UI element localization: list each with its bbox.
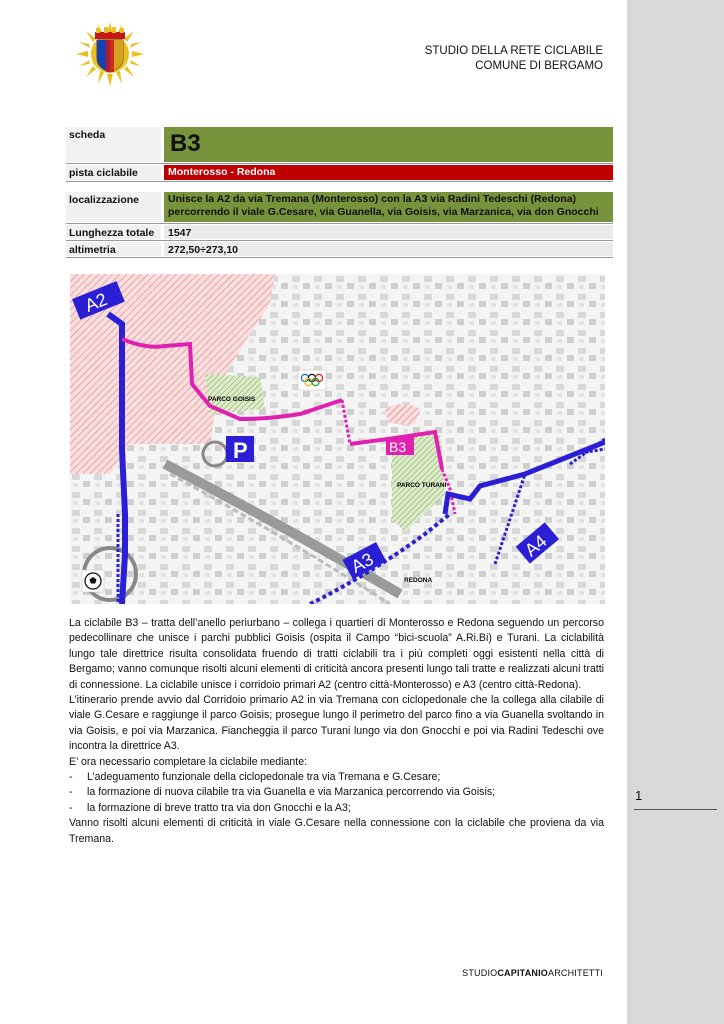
divider bbox=[66, 240, 613, 241]
pista-row bbox=[66, 165, 613, 180]
city-emblem-logo bbox=[72, 18, 148, 86]
interventions-list bbox=[69, 770, 604, 816]
paragraph: E’ ora necessario completare la ciclabile mediante: bbox=[69, 755, 308, 768]
divider bbox=[66, 257, 613, 258]
footer-bold: CAPITANIO bbox=[497, 968, 548, 978]
residential-zone bbox=[385, 404, 420, 425]
localizzazione-value bbox=[164, 192, 613, 222]
olympic-rings-icon bbox=[298, 370, 326, 390]
lunghezza-row bbox=[66, 225, 613, 239]
page-number-rule bbox=[634, 809, 717, 810]
paragraph: Vanno risolti alcuni elementi di criticità in viale G.Cesare nella connessione con la ciclabile che proviena da via Tremana. bbox=[69, 817, 604, 845]
description-text bbox=[69, 616, 604, 847]
pista-value: Monterosso - Redona bbox=[164, 165, 613, 180]
redona-label: REDONA bbox=[404, 577, 433, 584]
parking-label: P bbox=[233, 438, 248, 463]
margin-bar bbox=[627, 0, 724, 1024]
football-icon bbox=[82, 570, 104, 592]
list-item: - la formazione di nuova cilabile tra via Guanella e via Marzanica percorrendo via Goisis; bbox=[69, 785, 604, 800]
pista-label: pista ciclabile bbox=[66, 165, 161, 180]
a3-route-label: A3 bbox=[347, 548, 377, 577]
localizzazione-line-1: Unisce la A2 da via Tremana (Monterosso) con la A3 via Radini Tedeschi (Redona) bbox=[168, 193, 577, 205]
footer-prefix: STUDIO bbox=[462, 968, 498, 978]
altimetria-row bbox=[66, 242, 613, 256]
a4-route-label: A4 bbox=[520, 530, 551, 561]
scheda-value: B3 bbox=[164, 127, 613, 162]
altimetria-value: 272,50÷273,10 bbox=[164, 242, 613, 256]
localizzazione-line-2: percorrendo il viale G.Cesare, via Guanella, via Goisis, via Marzanica, via don Gnocchi bbox=[168, 206, 599, 218]
header-line-1: STUDIO DELLA RETE CICLABILE bbox=[424, 45, 603, 57]
lunghezza-value: 1547 bbox=[164, 225, 613, 239]
footer-signature bbox=[462, 968, 603, 978]
footer-suffix: ARCHITETTI bbox=[548, 968, 603, 978]
localizzazione-label: localizzazione bbox=[66, 192, 161, 222]
localizzazione-row bbox=[66, 192, 613, 222]
route-map bbox=[70, 274, 605, 604]
lunghezza-label: Lunghezza totale bbox=[66, 225, 161, 239]
paragraph: L’itinerario prende avvio dal Corridoio primario A2 in via Tremana con ciclopedonale che la collega alla cilabile di viale G.Cesare e raggiunge il parco Goisis; prosegue lungo il perimetro del parco fino a via Guanella svoltando in via Goisis, e poi via Marzanica. Fiancheggia il parco Turani lungo via don Gnocchi e poi via Radini Tedeschi ove incontra la direttrice A3. bbox=[69, 694, 604, 753]
header-line-2: COMUNE DI BERGAMO bbox=[475, 60, 603, 72]
altimetria-label: altimetria bbox=[66, 242, 161, 256]
parco-goisis-label: PARCO GOISIS bbox=[208, 396, 256, 403]
scheda-row bbox=[66, 127, 613, 162]
a2-route-label: A2 bbox=[82, 289, 110, 316]
parco-turani-label: PARCO TURANI bbox=[397, 482, 447, 489]
b3-route-label: B3 bbox=[389, 439, 407, 455]
document-header bbox=[425, 44, 603, 74]
scheda-label: scheda bbox=[66, 127, 161, 162]
divider bbox=[66, 223, 613, 224]
list-item: - la formazione di breve tratto tra via don Gnocchi e la A3; bbox=[69, 801, 604, 816]
list-item: - L’adeguamento funzionale della ciclopedonale tra via Tremana e G.Cesare; bbox=[69, 770, 604, 785]
page-number: 1 bbox=[635, 788, 643, 803]
paragraph: La ciclabile B3 – tratta dell’anello periurbano – collega i quartieri di Monterosso e Redona seguendo un percorso pedecollinare che unisce i parchi pubblici Goisis (ospita il Campo “bici-scuola” A.Ri.Bi) e Turani. La ciclabilità lungo tale direttrice risulta consolidata fruendo di tratti ciclabili tra i più completi oggi esistenti nella città di Bergamo; vanno comunque risolti alcuni elementi di criticità ancora presenti lungo tali tratte e realizzati alcuni tratti di connessione. La ciclabile unisce i corridoio primari A2 (centro città-Monterosso) e A3 (centro città-Redona). bbox=[69, 617, 604, 691]
divider bbox=[66, 181, 613, 182]
divider bbox=[66, 163, 613, 164]
